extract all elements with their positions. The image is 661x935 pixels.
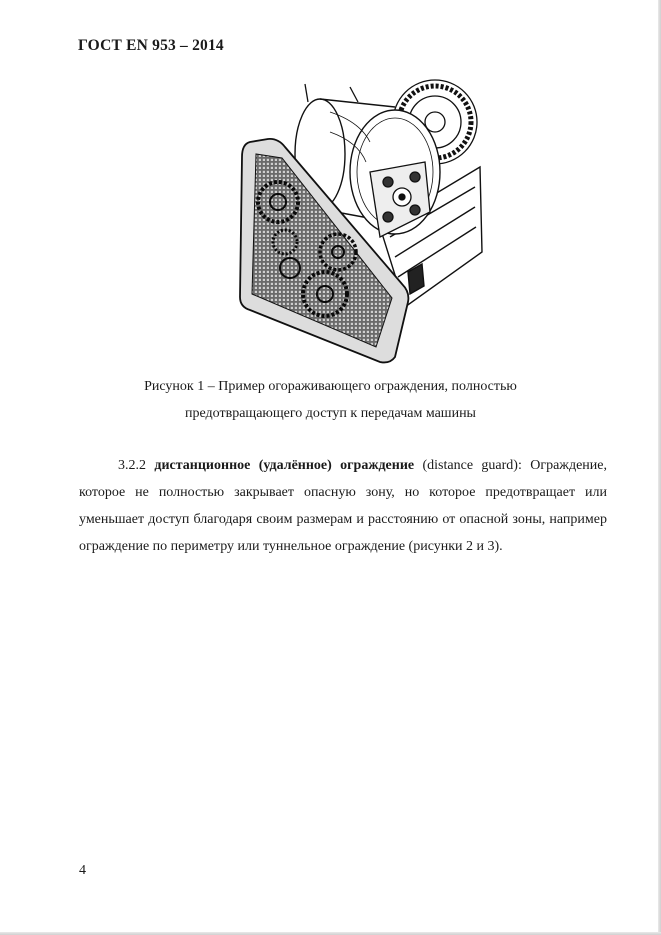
caption-line-2: предотвращающего доступ к передачам машины — [185, 406, 476, 421]
figure-caption — [60, 373, 601, 427]
page-number: 4 — [79, 863, 86, 878]
term-definition: Ограждение, которое не полностью закрывает опасную зону, но которое предотвращает или уменьшает доступ благодаря своим размерам и расстоянию от опасной зоны, например ограждение по периметру или туннельное ограждение (рисунки 2 и 3). — [79, 458, 608, 554]
term-english: (distance guard): — [422, 458, 522, 473]
document-header: ГОСТ EN 953 – 2014 — [78, 37, 224, 54]
term-title: дистанционное (удалённое) ограждение — [154, 458, 415, 473]
definition-paragraph — [79, 452, 607, 560]
shaft-rods — [305, 84, 358, 102]
machine-guard-drawing — [230, 62, 490, 367]
section-number: 3.2.2 — [118, 458, 146, 473]
caption-line-1: Рисунок 1 – Пример огораживающего ограждения, полностью — [144, 379, 517, 394]
figure-guard-illustration — [230, 62, 490, 367]
